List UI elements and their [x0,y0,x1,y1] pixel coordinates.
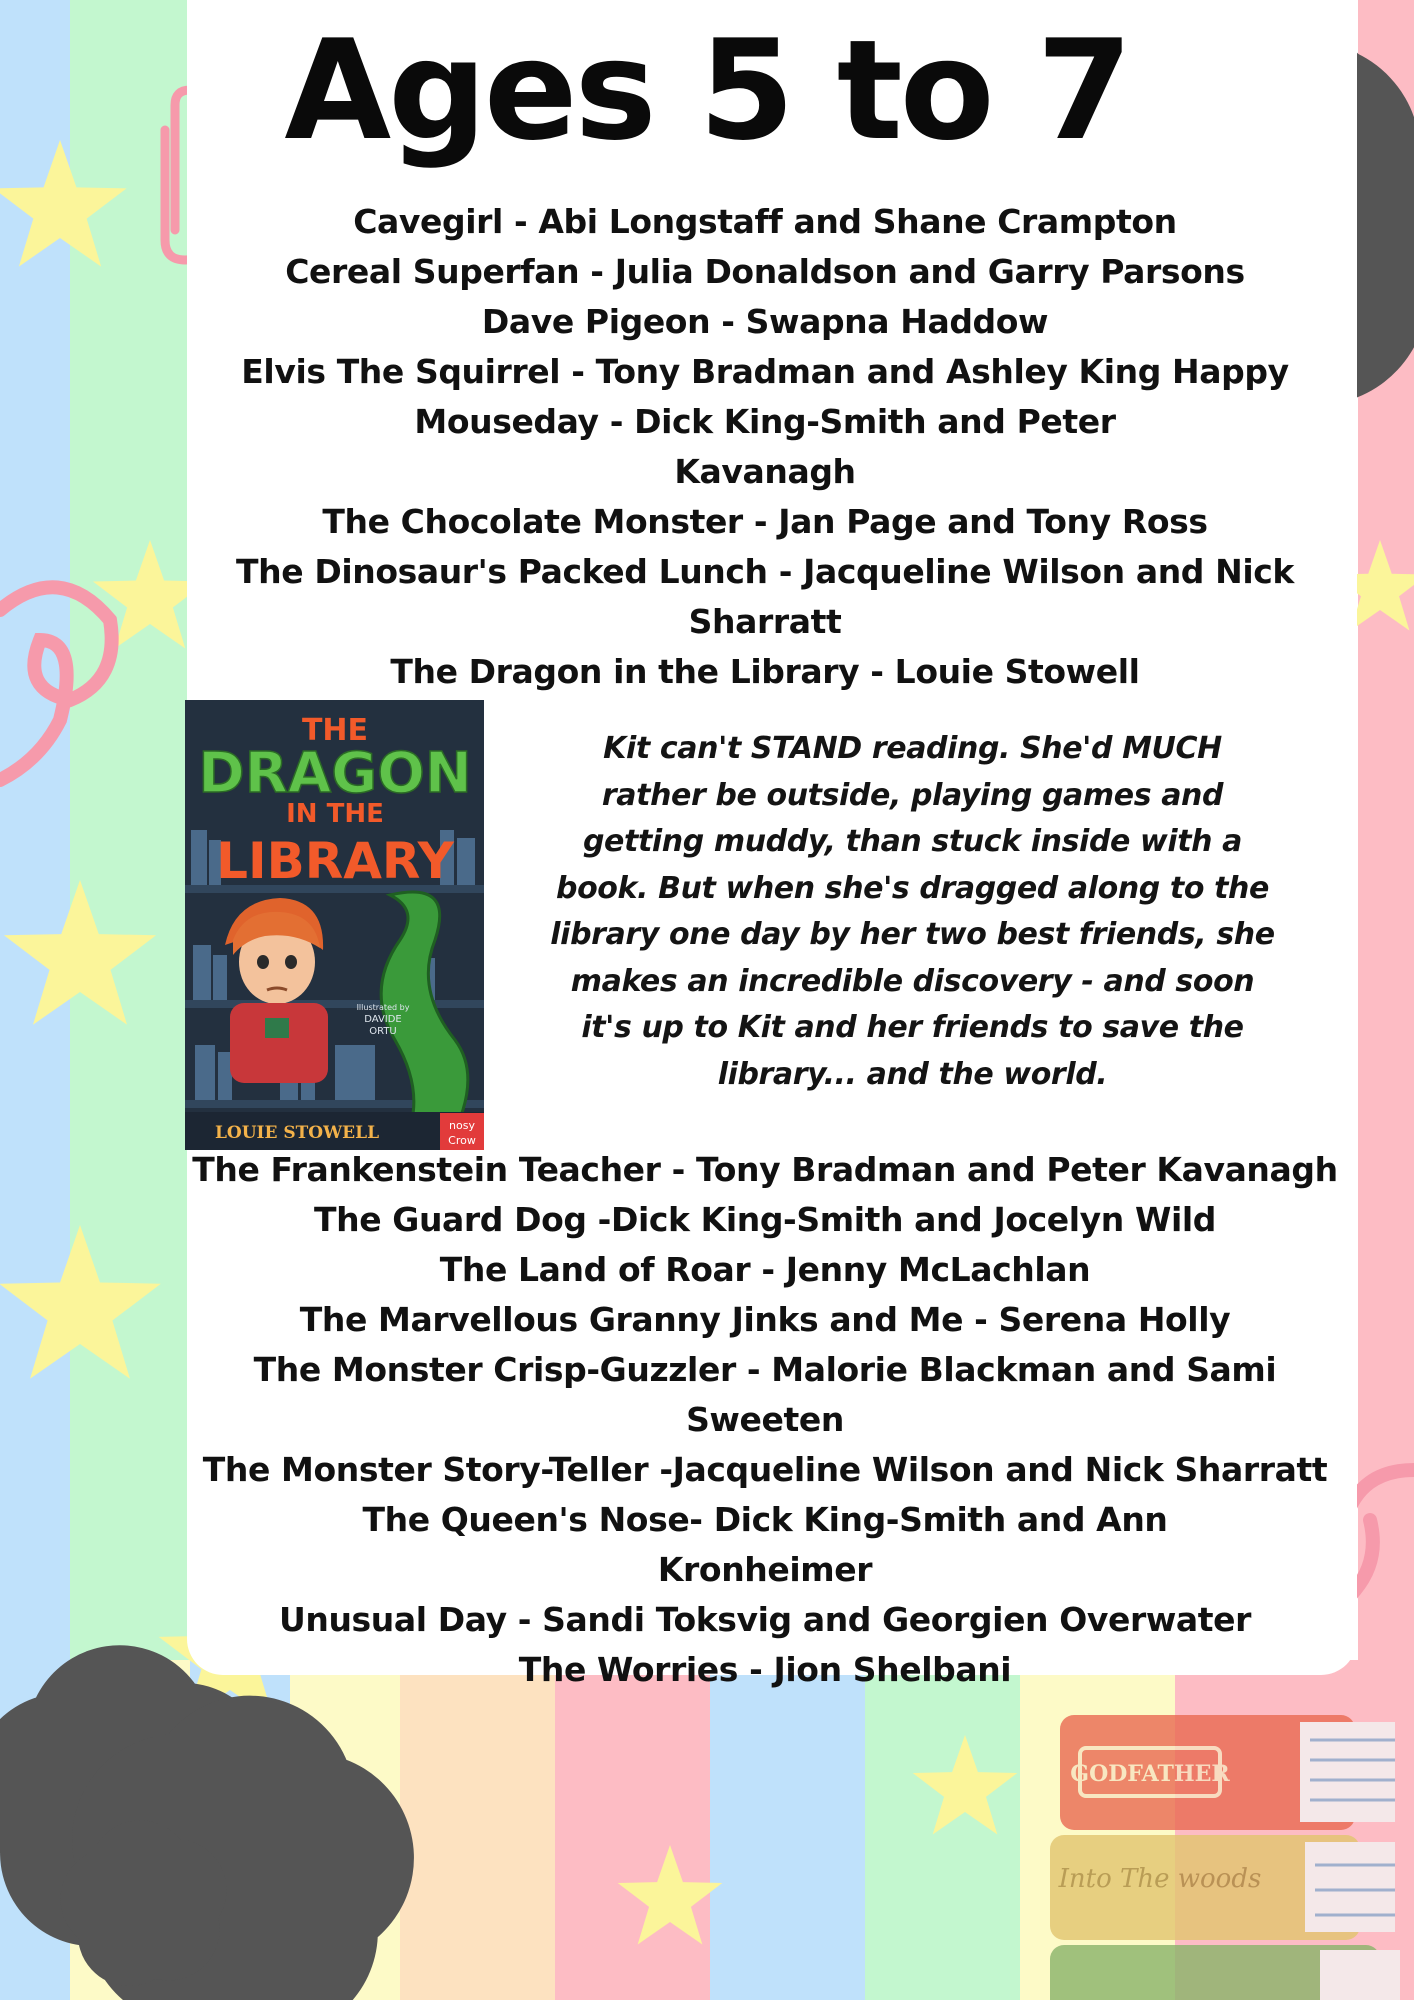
book-spine-title-middle: Into The woods [1058,1864,1262,1894]
list-item: The Chocolate Monster - Jan Page and Tony Ross [322,502,1208,541]
book-description [525,726,1300,1098]
list-item: Unusual Day - Sandi Toksvig and Georgien Overwater [278,1600,1252,1639]
page-title: Ages 5 to 7 [284,10,1130,171]
list-item: Mouseday - Dick King-Smith and Peter [414,402,1116,441]
list-item: The Monster Story-Teller -Jacqueline Wilson and Nick Sharratt [202,1450,1328,1489]
list-item: The Guard Dog -Dick King-Smith and Jocelyn Wild [313,1200,1216,1239]
list-item: Sweeten [686,1400,844,1439]
book-list-part-1 [120,197,1410,697]
cover-title-library: LIBRARY [216,832,454,890]
description-line: getting muddy, than stuck inside with a [582,824,1242,859]
description-line: it's up to Kit and her friends to save the [581,1010,1244,1045]
list-item: Cereal Superfan - Julia Donaldson and Garry Parsons [285,252,1245,291]
book-cover-image [185,700,484,1150]
description-line: library... and the world. [717,1056,1108,1092]
cover-title-in-the: IN THE [286,799,384,829]
list-item: The Worries - Jion Shelbani [518,1650,1012,1689]
list-item: Elvis The Squirrel - Tony Bradman and Ashley King Happy [241,352,1289,391]
list-item: The Dragon in the Library - Louie Stowell [390,652,1140,691]
list-item: Sharratt [688,602,842,641]
description-line: Kit can't STAND reading. She'd MUCH [603,731,1222,766]
description-line: rather be outside, playing games and [601,777,1224,813]
cover-title-the: THE [301,713,369,748]
list-item: The Land of Roar - Jenny McLachlan [439,1250,1091,1289]
list-item: Cavegirl - Abi Longstaff and Shane Crampton [353,202,1177,241]
list-item: Dave Pigeon - Swapna Haddow [481,302,1049,341]
list-item: The Dinosaur's Packed Lunch - Jacqueline Wilson and Nick [236,552,1294,591]
list-item: Kavanagh [674,452,856,491]
list-item: Kronheimer [657,1550,873,1589]
cover-illustrator-last: ORTU [369,1026,397,1037]
cover-illustrated-by: Illustrated by [356,1003,410,1012]
list-item: The Queen's Nose- Dick King-Smith and Ann [362,1500,1168,1539]
description-line: library one day by her two best friends, she [550,917,1275,952]
book-spine-title-top: GODFATHER [1070,1761,1230,1787]
list-item: The Monster Crisp-Guzzler - Malorie Blackman and Sami [253,1350,1277,1389]
cover-title-dragon: DRAGON [198,741,472,806]
cover-author: LOUIE STOWELL [214,1123,380,1143]
cover-publisher-top: nosy [449,1119,475,1132]
cover-illustrator-first: DAVIDE [364,1014,402,1025]
description-line: book. But when she's dragged along to the [556,870,1269,906]
cover-publisher-bottom: Crow [448,1134,476,1147]
list-item: The Frankenstein Teacher - Tony Bradman and Peter Kavanagh [192,1150,1338,1189]
book-stack-decoration [1050,1715,1400,2000]
book-list-part-2 [120,1145,1410,1695]
list-item: The Marvellous Granny Jinks and Me - Serena Holly [299,1300,1231,1339]
description-line: makes an incredible discovery - and soon [570,963,1255,999]
